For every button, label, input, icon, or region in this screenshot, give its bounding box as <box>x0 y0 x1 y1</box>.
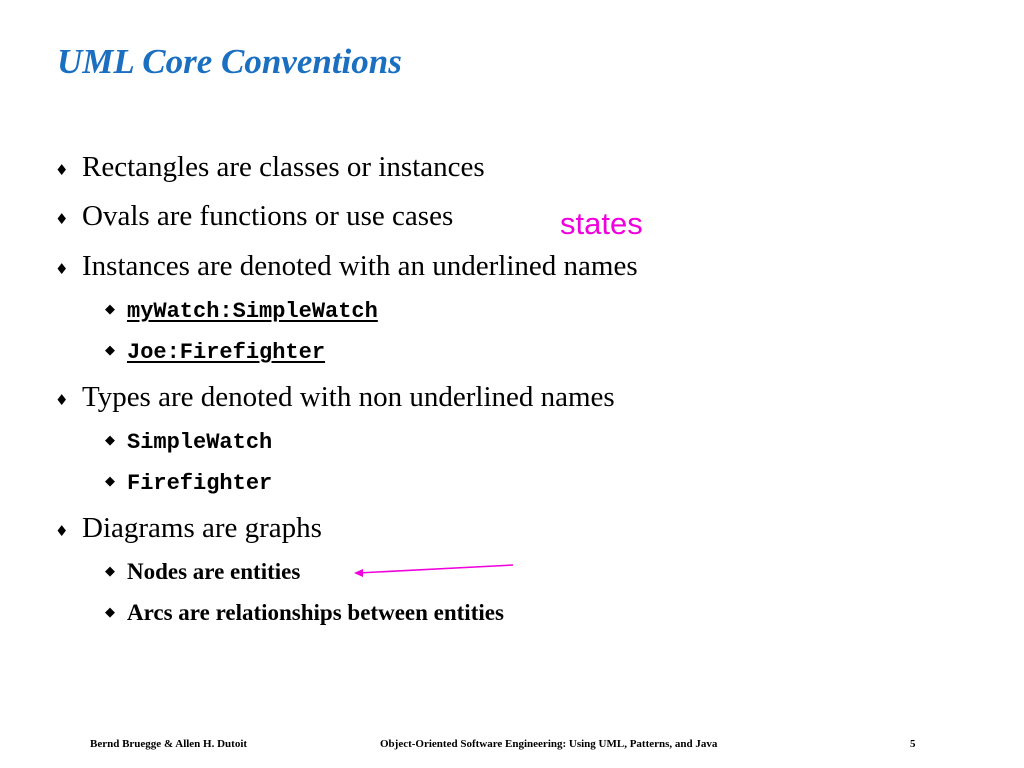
diamond-bullet-icon: ♦ <box>55 391 69 409</box>
sub-bullet-text: Firefighter <box>127 471 273 496</box>
diamond-bullet-icon: ◆ <box>105 564 115 579</box>
bullet-text: Diagrams are graphs <box>82 512 322 544</box>
bullet-text: Rectangles are classes or instances <box>82 151 485 183</box>
sub-bullet-text: Joe:Firefighter <box>127 340 326 365</box>
bullet-text: Instances are denoted with an underlined names <box>82 250 638 282</box>
handwritten-annotation: states <box>560 206 643 241</box>
diamond-bullet-icon: ◆ <box>105 302 115 317</box>
diamond-bullet-icon: ◆ <box>105 605 115 620</box>
diamond-bullet-icon: ♦ <box>55 260 69 278</box>
footer-authors: Bernd Bruegge & Allen H. Dutoit <box>90 738 248 750</box>
bullet-text: Ovals are functions or use cases <box>82 200 454 232</box>
arrow-head-icon <box>354 569 363 577</box>
diamond-bullet-icon: ♦ <box>55 522 69 540</box>
slide-title: UML Core Conventions <box>57 42 402 81</box>
footer-book-title: Object-Oriented Software Engineering: Using UML, Patterns, and Java <box>380 738 718 750</box>
sub-bullet-text: myWatch:SimpleWatch <box>127 299 378 324</box>
sub-bullet-text: SimpleWatch <box>127 430 273 455</box>
arrow-shaft <box>358 565 513 573</box>
diamond-bullet-icon: ◆ <box>105 343 115 358</box>
sub-bullet-text: Arcs are relationships between entities <box>127 600 504 625</box>
diamond-bullet-icon: ◆ <box>105 474 115 489</box>
sub-bullet-text: Nodes are entities <box>127 559 301 584</box>
bullet-text: Types are denoted with non underlined names <box>82 381 615 413</box>
diamond-bullet-icon: ◆ <box>105 433 115 448</box>
footer-page-number: 5 <box>910 738 916 750</box>
diamond-bullet-icon: ♦ <box>55 161 69 179</box>
diamond-bullet-icon: ♦ <box>55 210 69 228</box>
